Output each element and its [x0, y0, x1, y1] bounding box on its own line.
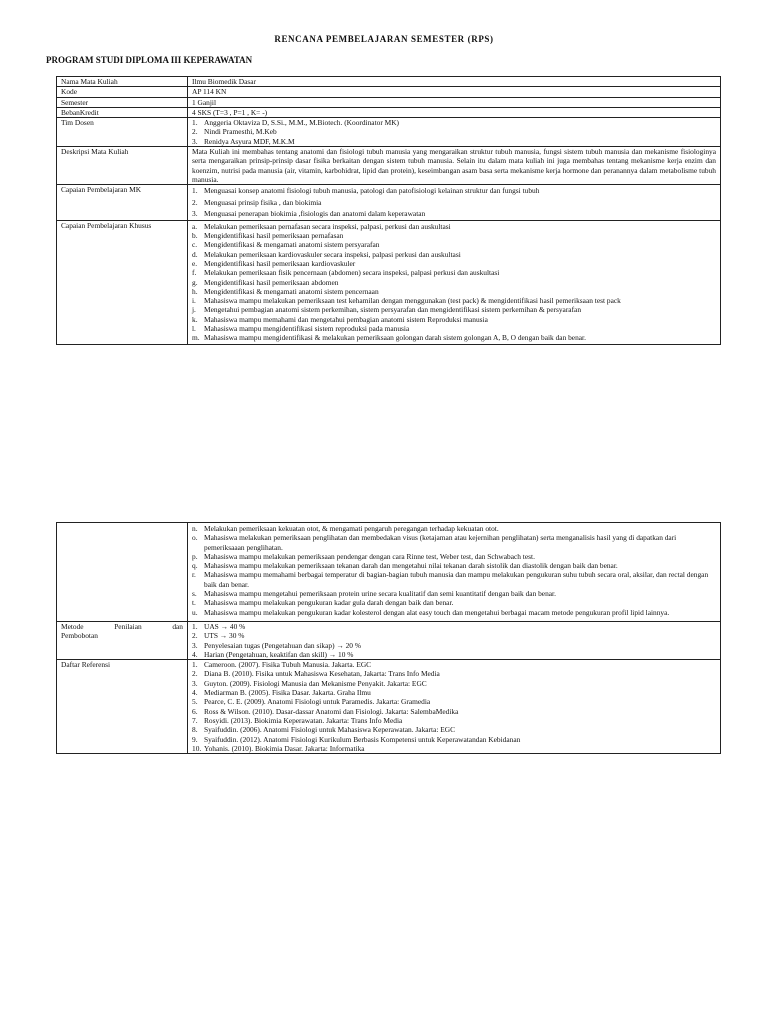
list-text: Melakukan pemeriksaan kardiovaskuler secara inspeksi, palpasi perkusi dan auskultasi [204, 249, 461, 259]
list-marker: e. [192, 258, 198, 268]
row-beban-kredit [57, 107, 721, 117]
list-marker: u. [192, 607, 198, 617]
row-tim-dosen [57, 118, 721, 147]
list-text: Menguasai penerapan biokimia ,fisiologis dan anatomi dalam keperawatan [204, 209, 426, 219]
value-capaian-khusus-lanjutan [188, 523, 721, 622]
list-marker: b. [192, 231, 198, 241]
list-marker: 3. [192, 136, 198, 146]
list-item [192, 735, 716, 744]
list-text: Mengidentifikasi hasil pemeriksaan abdomen [204, 277, 339, 287]
list-item [192, 631, 716, 640]
list-text: Nindi Pramesthi, M.Keb [204, 127, 277, 137]
row-metode-penilaian [57, 621, 721, 659]
list-item [192, 240, 716, 249]
list-marker: 8. [192, 725, 198, 735]
list-text: Melakukan pemeriksaan kekuatan otot, & mengamati pengaruh peregangan terhadap kekuatan otot. [204, 524, 499, 533]
list-item [192, 716, 716, 725]
list-item [192, 259, 716, 268]
tim-dosen-list [192, 118, 716, 146]
list-marker: 5. [192, 697, 198, 707]
list-text: Renidya Asyura MDF, M.K.M [204, 136, 295, 146]
list-item [192, 707, 716, 716]
list-marker: s. [192, 589, 197, 599]
list-text: Mahasiswa melakukan pemeriksaan penglihatan dan membedakan visus (ketajaman atau kejernihan penglihatan) serta menganalisis hasil yang di dapatkan dari pemeriksaaan penglihatan. [204, 533, 677, 552]
list-item [192, 725, 716, 734]
value-beban-kredit: 4 SKS (T=3 , P=1 , K= -) [188, 107, 721, 117]
row-semester [57, 97, 721, 107]
list-item [192, 197, 716, 209]
list-text: Melakukan pemeriksaan pernafasan secara inspeksi, palpasi, perkusi dan auskultasi [204, 221, 451, 231]
value-capaian-mk [188, 185, 721, 221]
list-item [192, 744, 716, 753]
row-capaian-khusus-lanjutan [57, 523, 721, 622]
list-item [192, 697, 716, 706]
list-text: Mahasiswa mampu memahami berbagai temperatur di bagian-bagian tubuh manusia dan mampu melakukan pengukuran suhu tubuh secara oral, aksilar, dan rectal dengan baik dan benar. [204, 570, 709, 589]
list-marker: r. [192, 570, 196, 580]
label-empty [57, 523, 188, 622]
capaian-khusus-lanjutan-list [192, 524, 716, 617]
rps-table-page1 [56, 76, 721, 345]
list-marker: 2. [192, 127, 198, 137]
list-marker: 7. [192, 715, 198, 725]
list-text: Pearce, C. E. (2009). Anatomi Fisiologi untuk Paramedis. Jakarta: Gramedia [204, 697, 431, 707]
list-marker: n. [192, 524, 198, 533]
list-item [192, 268, 716, 277]
referensi-list [192, 660, 716, 753]
label-capaian-khusus: Capaian Pembelajaran Khusus [57, 220, 188, 344]
value-kode: AP 114 KN [188, 87, 721, 97]
list-item [192, 679, 716, 688]
list-item [192, 296, 716, 305]
metode-penilaian-list [192, 622, 716, 659]
list-item [192, 250, 716, 259]
list-marker: o. [192, 533, 198, 543]
list-text: Mengidentifikasi & mengamati anatomi sistem pencernaan [204, 286, 379, 296]
list-item [192, 127, 716, 136]
list-marker: t. [192, 598, 196, 608]
row-deskripsi [57, 147, 721, 185]
list-marker: 2. [192, 669, 198, 679]
list-text: Mahasiswa mampu mengetahui pemeriksaan protein urine secara kualitatif dan semi kuantitatif dengan baik dan benar. [204, 589, 556, 599]
list-text: Mahasiswa mampu melakukan pemeriksaan test kehamilan dengan menggunakan (test pack) & mengidentifikasi hasil pemeriksaan test pack [204, 296, 621, 306]
list-marker: 3. [192, 678, 198, 688]
list-item [192, 118, 716, 127]
list-marker: 3. [192, 209, 198, 219]
row-nama-mk [57, 77, 721, 87]
list-item [192, 660, 716, 669]
list-marker: a. [192, 221, 198, 231]
list-item [192, 598, 716, 607]
label-kode: Kode [57, 87, 188, 97]
list-text: UAS → 40 % [204, 621, 246, 631]
list-text: Anggeria Oktaviza D, S.Si., M.M., M.Biotech. (Koordinator MK) [204, 118, 400, 128]
list-marker: 9. [192, 734, 198, 744]
list-marker: f. [192, 268, 197, 278]
list-marker: 6. [192, 706, 198, 716]
list-item [192, 208, 716, 220]
row-capaian-mk [57, 185, 721, 221]
list-item [192, 688, 716, 697]
label-capaian-mk: Capaian Pembelajaran MK [57, 185, 188, 221]
list-text: Yohanis. (2010). Biokimia Dasar. Jakarta: Informatika [204, 743, 365, 753]
list-item [192, 589, 716, 598]
label-word: Metode [61, 621, 84, 631]
label-beban-kredit: BebanKredit [57, 107, 188, 117]
list-item [192, 561, 716, 570]
list-marker: g. [192, 277, 198, 287]
list-text: Guyton. (2009). Fisiologi Manusia dan Mekanisme Penyakit. Jakarta: EGC [204, 678, 427, 688]
list-item [192, 231, 716, 240]
list-item [192, 524, 716, 533]
list-item [192, 287, 716, 296]
label-semester: Semester [57, 97, 188, 107]
row-kode [57, 87, 721, 97]
list-text: Mahasiswa mampu melakukan pengukuran kadar kolesterol dengan alat easy touch dan mengetahui berbagai macam metode pengukuran profil lipid lainnya. [204, 607, 670, 617]
list-marker: k. [192, 314, 198, 324]
list-text: Mahasiswa mampu memahami dan mengetahui pembagian anatomi sistem Reproduksi manusia [204, 314, 488, 324]
list-item [192, 533, 716, 552]
list-text: Mahasiswa mampu melakukan pemeriksaan pendengar dengan cara Rinne test, Weber test, dan Schwabach test. [204, 551, 535, 561]
list-item [192, 641, 716, 650]
list-text: Rosyidi. (2013). Biokimia Keperawatan. Jakarta: Trans Info Media [204, 715, 403, 725]
list-text: Cameroon. (2007). Fisika Tubuh Manusia. Jakarta. EGC [204, 660, 372, 670]
label-tim-dosen: Tim Dosen [57, 118, 188, 147]
list-item [192, 305, 716, 314]
list-text: Mahasiswa mampu melakukan pemeriksaan tekanan darah dan mengetahui nilai tekanan darah sistolik dan diastolik dengan baik dan benar. [204, 561, 618, 571]
list-text: Mengidentifikasi hasil pemeriksaan pernafasan [204, 231, 344, 241]
capaian-khusus-list [192, 222, 716, 343]
list-marker: 2. [192, 197, 198, 207]
list-item [192, 650, 716, 659]
value-metode-penilaian [188, 621, 721, 659]
list-text: Mediarman B. (2005). Fisika Dasar. Jakarta. Graha Ilmu [204, 688, 371, 698]
list-marker: q. [192, 561, 198, 571]
list-marker: j. [192, 305, 196, 315]
list-text: Mengidentifikasi hasil pemeriksaan kardiovaskuler [204, 258, 356, 268]
list-marker: h. [192, 286, 198, 296]
label-nama-mk: Nama Mata Kuliah [57, 77, 188, 87]
row-daftar-referensi [57, 660, 721, 754]
value-semester: 1 Ganjil [188, 97, 721, 107]
value-nama-mk: Ilmu Biomedik Dasar [188, 77, 721, 87]
list-marker: 1. [192, 118, 198, 128]
list-marker: c. [192, 240, 198, 250]
list-marker: p. [192, 551, 198, 561]
list-item [192, 552, 716, 561]
rps-table-page2 [56, 522, 721, 754]
list-item [192, 333, 716, 342]
list-text: Mengidentifikasi & mengamati anatomi sistem persyarafan [204, 240, 380, 250]
list-text: Syaifuddin. (2012). Anatomi Fisiologi Kurikulum Berbasis Kompetensi untuk Keperawatandan Kebidanan [204, 734, 521, 744]
list-item [192, 185, 716, 197]
list-text: Mengetahui pembagian anatomi sistem perkemihan, sistem persyarafan dan mengidentifikasi sistem perkemihan & persyarafan [204, 305, 582, 315]
list-item [192, 570, 716, 589]
list-item [192, 222, 716, 231]
list-item [192, 137, 716, 146]
list-text: Harian (Pengetahuan, keaktifan dan skill) → 10 % [204, 649, 354, 659]
list-marker: i. [192, 296, 196, 306]
label-daftar-referensi: Daftar Referensi [57, 660, 188, 754]
list-text: Diana B. (2010). Fisika untuk Mahasiswa Kesehatan, Jakarta: Trans Info Media [204, 669, 440, 679]
list-item [192, 622, 716, 631]
list-text: Melakukan pemeriksaan fisik pencernaan (abdomen) secara inspeksi, palpasi perkusi dan auskultasi [204, 268, 500, 278]
value-deskripsi: Mata Kuliah ini membahas tentang anatomi dan fisiologi tubuh manusia yang mengaraikan struktur tubuh manusia, fungsi sistem tubuh manusia dan mekanisme fisiologinya serta mengaraikan prinsip-prinsip dasar fisika berkaitan dengan sistem tubuh manusia. Selain itu dalam mata kuliah ini juga membahas tentang mekanisme kerja enzim dan koenzim, nutrisi pada manusia (air, vitamin, karbohidrat, lipid dan protein), keseimbangan asam basa serta mekanisme kerja hormone dan peranannya dalam metabolisme tubuh manusia. [188, 147, 721, 185]
list-item [192, 608, 716, 617]
label-line-1 [61, 622, 183, 631]
value-tim-dosen [188, 118, 721, 147]
list-marker: m. [192, 333, 200, 343]
list-marker: 4. [192, 649, 198, 659]
page-title: RENCANA PEMBELAJARAN SEMESTER (RPS) [274, 34, 494, 44]
list-text: Penyelesaian tugas (Pengetahuan dan sikap) → 20 % [204, 640, 362, 650]
list-marker: 1. [192, 621, 198, 631]
list-marker: 10. [192, 743, 202, 753]
label-metode-penilaian [57, 621, 188, 659]
label-deskripsi: Deskripsi Mata Kuliah [57, 147, 188, 185]
list-text: Mahasiswa mampu mengidentifikasi sistem reproduksi pada manusia [204, 324, 410, 334]
label-line-2: Pembobotan [61, 631, 98, 641]
list-item [192, 669, 716, 678]
row-capaian-khusus [57, 220, 721, 344]
list-text: Syaifuddin. (2006). Anatomi Fisiologi untuk Mahasiswa Keperawatan. Jakarta: EGC [204, 725, 456, 735]
list-marker: 2. [192, 631, 198, 641]
list-marker: 1. [192, 186, 198, 196]
program-title: PROGRAM STUDI DIPLOMA III KEPERAWATAN [46, 55, 253, 65]
list-marker: d. [192, 249, 198, 259]
list-marker: 1. [192, 660, 198, 670]
list-marker: 4. [192, 688, 198, 698]
list-text: Menguasai prinsip fisika , dan biokimia [204, 197, 322, 207]
value-capaian-khusus [188, 220, 721, 344]
list-text: Mahasiswa mampu melakukan pengukuran kadar gula darah dengan baik dan benar. [204, 598, 454, 608]
value-daftar-referensi [188, 660, 721, 754]
list-text: Mahasiswa mampu mengidentifikasi & melakukan pemeriksaan golongan darah sistem golongan A, B, O dengan baik dan benar. [204, 333, 586, 343]
list-item [192, 324, 716, 333]
list-item [192, 278, 716, 287]
label-word: Penilaian [114, 621, 142, 631]
label-word: dan [172, 621, 183, 631]
list-text: Menguasai konsep anatomi fisiologi tubuh manusia, patologi dan patofisiologi kelainan struktur dan fungsi tubuh [204, 186, 540, 196]
list-text: UTS → 30 % [204, 631, 245, 641]
list-marker: 3. [192, 640, 198, 650]
list-item [192, 315, 716, 324]
list-text: Ross & Wilson. (2010). Dasar-dassar Anatomi dan Fisiologi. Jakarta: SalembaMedika [204, 706, 459, 716]
list-marker: l. [192, 324, 196, 334]
capaian-mk-list [192, 185, 716, 220]
